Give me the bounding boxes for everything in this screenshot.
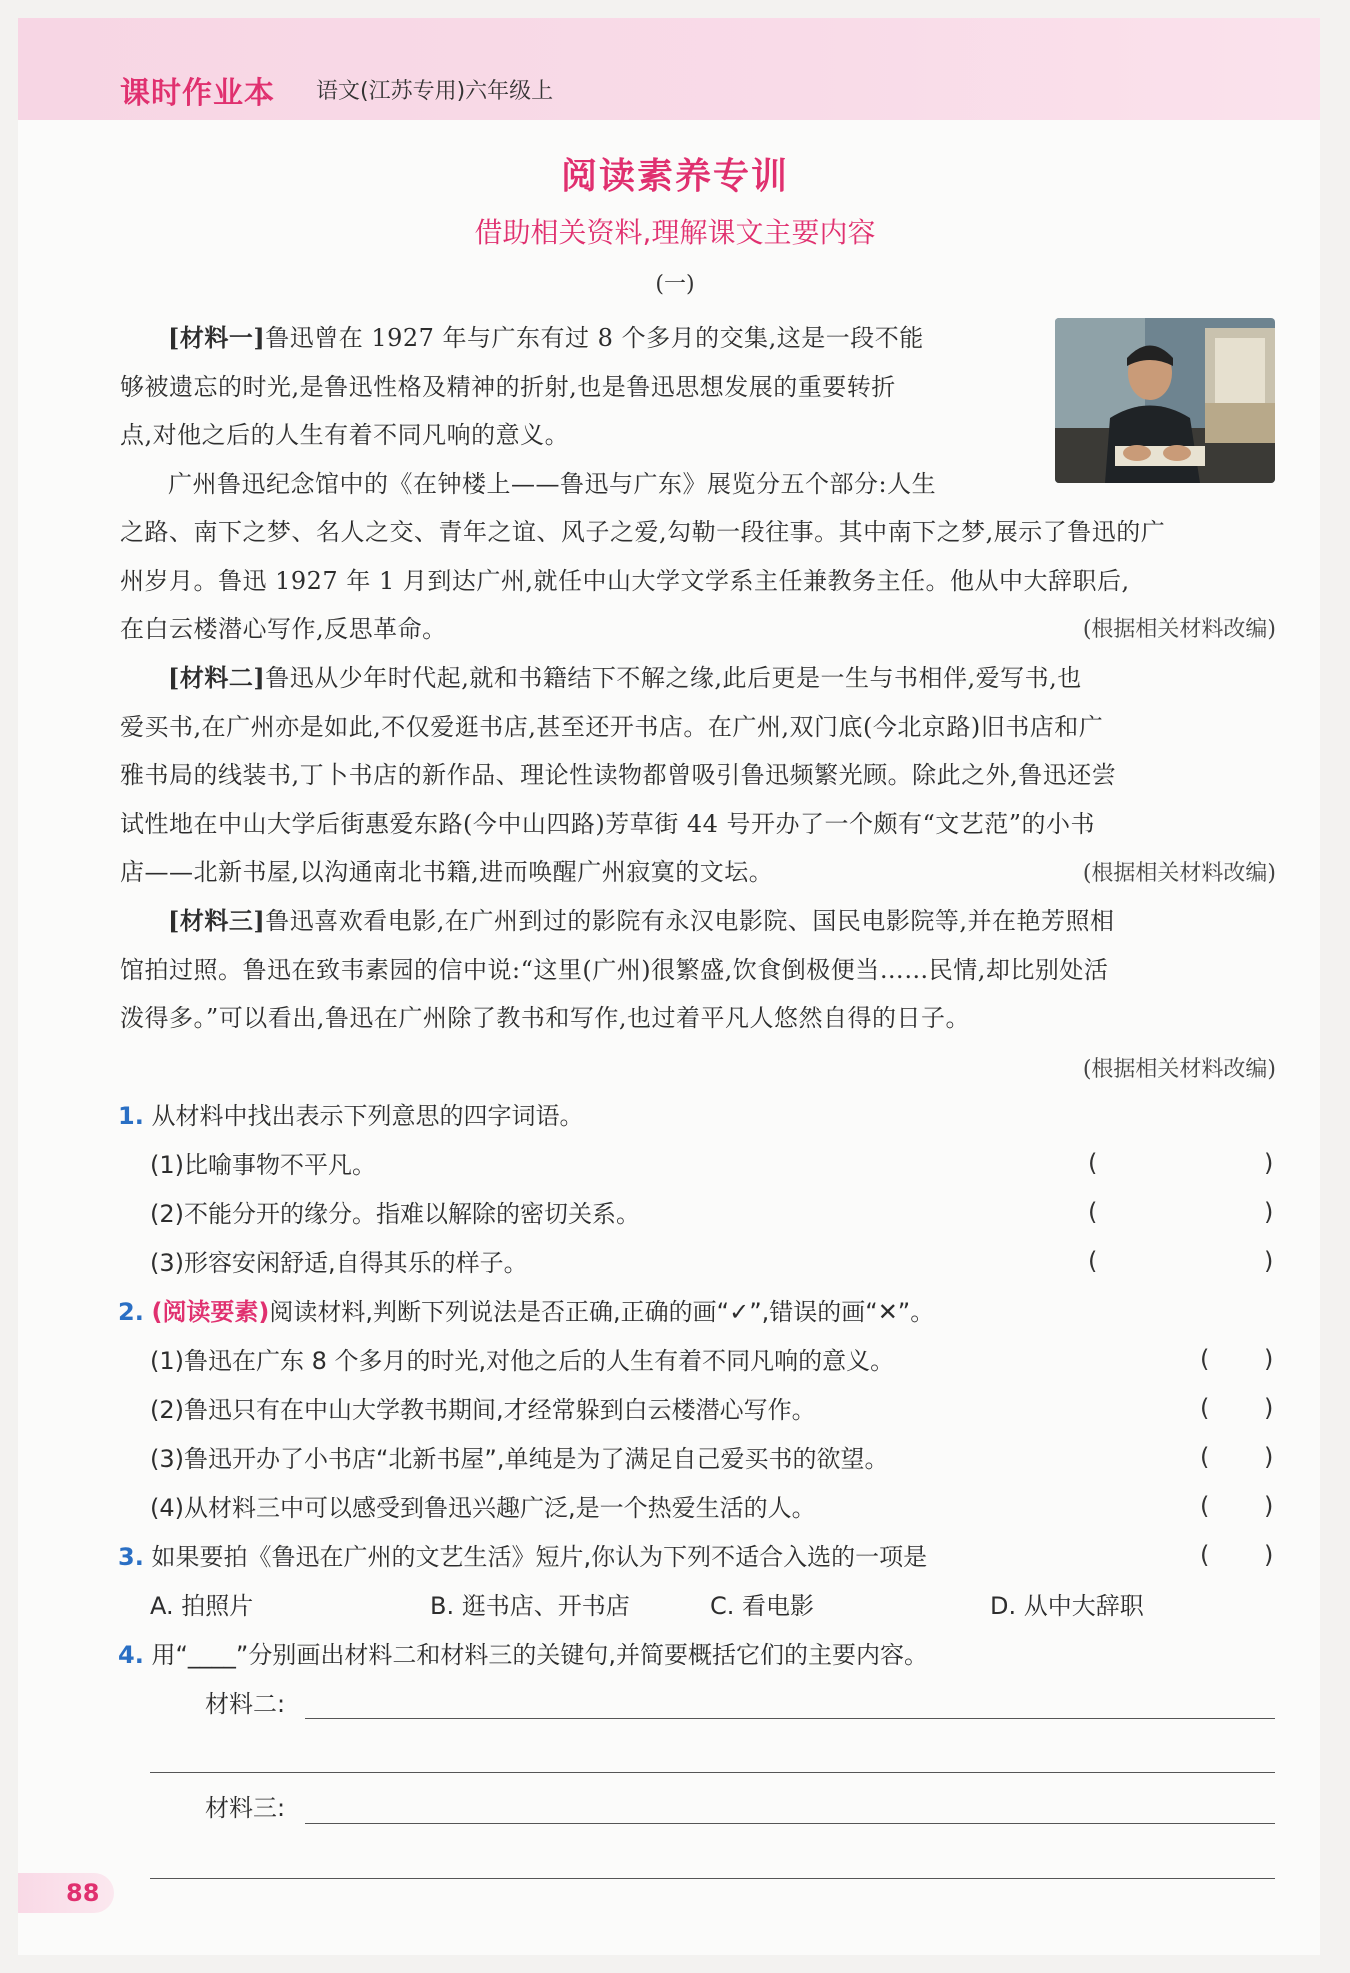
answer-paren-close[interactable]: ) bbox=[1264, 1345, 1274, 1373]
question-3-number: 3. bbox=[118, 1543, 144, 1571]
question-4 bbox=[118, 1639, 928, 1671]
question-2-item: (1)鲁迅在广东 8 个多月的时光,对他之后的人生有着不同凡响的意义。 bbox=[150, 1347, 895, 1375]
material3-label: 材料三: bbox=[205, 1794, 286, 1822]
answer-paren-close[interactable]: ) bbox=[1264, 1492, 1274, 1520]
answer-paren-close[interactable]: ) bbox=[1264, 1541, 1274, 1569]
answer-paren-close[interactable]: ) bbox=[1264, 1198, 1274, 1226]
option-d[interactable]: D. 从中大辞职 bbox=[990, 1592, 1144, 1620]
page-title: 阅读素养专训 bbox=[560, 156, 789, 197]
material2-line: 雅书局的线装书,丁卜书店的新作品、理论性读物都曾吸引鲁迅频繁光顾。除此之外,鲁迅还尝 bbox=[120, 761, 1117, 789]
option-a[interactable]: A. 拍照片 bbox=[150, 1592, 254, 1620]
material1-line: 点,对他之后的人生有着不同凡响的意义。 bbox=[120, 421, 570, 449]
question-3 bbox=[118, 1541, 927, 1573]
page-number: 88 bbox=[66, 1879, 100, 1907]
material2-line: 鲁迅从少年时代起,就和书籍结下不解之缘,此后更是一生与书相伴,爱写书,也 bbox=[265, 664, 1082, 692]
answer-line[interactable] bbox=[150, 1878, 1275, 1879]
question-2-text: 阅读材料,判断下列说法是否正确,正确的画“✓”,错误的画“✕”。 bbox=[269, 1298, 935, 1326]
reading-element-tag: (阅读要素) bbox=[151, 1298, 270, 1326]
answer-paren-close[interactable]: ) bbox=[1264, 1394, 1274, 1422]
material1-paragraph bbox=[120, 314, 1045, 508]
option-b[interactable]: B. 逛书店、开书店 bbox=[430, 1592, 630, 1620]
material3-tag: [材料三] bbox=[168, 906, 266, 935]
header-brand: 课时作业本 bbox=[120, 76, 275, 111]
answer-paren-open[interactable]: ( bbox=[1088, 1198, 1098, 1226]
question-2-number: 2. bbox=[118, 1298, 144, 1326]
question-1-item: (1)比喻事物不平凡。 bbox=[150, 1151, 376, 1179]
material3-line: 鲁迅喜欢看电影,在广州到过的影院有永汉电影院、国民电影院等,并在艳芳照相 bbox=[265, 907, 1115, 935]
material1-source: (根据相关材料改编) bbox=[1082, 617, 1276, 642]
answer-line[interactable] bbox=[305, 1718, 1275, 1719]
material2-source: (根据相关材料改编) bbox=[1082, 861, 1276, 886]
question-2-item: (4)从材料三中可以感受到鲁迅兴趣广泛,是一个热爱生活的人。 bbox=[150, 1494, 816, 1522]
lu-xun-portrait bbox=[1055, 318, 1275, 483]
page-subtitle: 借助相关资料,理解课文主要内容 bbox=[474, 216, 876, 249]
material2-line: 店——北新书屋,以沟通南北书籍,进而唤醒广州寂寞的文坛。 bbox=[120, 858, 774, 886]
material3-source: (根据相关材料改编) bbox=[1082, 1057, 1276, 1082]
answer-paren-open[interactable]: ( bbox=[1088, 1149, 1098, 1177]
answer-paren-close[interactable]: ) bbox=[1264, 1443, 1274, 1471]
question-3-text: 如果要拍《鲁迅在广州的文艺生活》短片,你认为下列不适合入选的一项是 bbox=[151, 1543, 928, 1571]
material3-line: 馆拍过照。鲁迅在致韦素园的信中说:“这里(广州)很繁盛,饮食倒极便当……民情,却比别处活 bbox=[120, 955, 1109, 984]
question-4-text: 用“____”分别画出材料二和材料三的关键句,并简要概括它们的主要内容。 bbox=[151, 1641, 928, 1669]
answer-paren-open[interactable]: ( bbox=[1088, 1247, 1098, 1275]
question-4-number: 4. bbox=[118, 1641, 144, 1669]
material3-paragraph bbox=[120, 897, 1276, 1043]
material1-tag: [材料一] bbox=[168, 323, 266, 352]
section-number: (一) bbox=[655, 272, 695, 297]
material1-line: 广州鲁迅纪念馆中的《在钟楼上——鲁迅与广东》展览分五个部分:人生 bbox=[168, 469, 937, 498]
material1-line: 鲁迅曾在 1927 年与广东有过 8 个多月的交集,这是一段不能 bbox=[265, 324, 924, 352]
question-1-item: (2)不能分开的缘分。指难以解除的密切关系。 bbox=[150, 1200, 640, 1228]
answer-paren-open[interactable]: ( bbox=[1200, 1345, 1210, 1373]
material1-line: 州岁月。鲁迅 1927 年 1 月到达广州,就任中山大学文学系主任兼教务主任。他从中大辞职后, bbox=[120, 566, 1130, 595]
question-1 bbox=[118, 1100, 583, 1132]
question-2-item: (3)鲁迅开办了小书店“北新书屋”,单纯是为了满足自己爱买书的欲望。 bbox=[150, 1445, 889, 1473]
question-2-item: (2)鲁迅只有在中山大学教书期间,才经常躲到白云楼潜心写作。 bbox=[150, 1396, 816, 1424]
material1-line: 够被遗忘的时光,是鲁迅性格及精神的折射,也是鲁迅思想发展的重要转折 bbox=[120, 372, 896, 401]
material3-line: 泼得多。”可以看出,鲁迅在广州除了教书和写作,也过着平凡人悠然自得的日子。 bbox=[120, 1004, 971, 1032]
answer-paren-close[interactable]: ) bbox=[1264, 1149, 1274, 1177]
material1-line: 之路、南下之梦、名人之交、青年之谊、风子之爱,勾勒一段往事。其中南下之梦,展示了鲁迅的广 bbox=[120, 518, 1166, 546]
answer-line[interactable] bbox=[150, 1772, 1275, 1773]
question-2 bbox=[118, 1296, 934, 1328]
answer-paren-open[interactable]: ( bbox=[1200, 1394, 1210, 1422]
answer-line[interactable] bbox=[305, 1823, 1275, 1824]
page-number-tab bbox=[18, 1873, 114, 1913]
material2-label: 材料二: bbox=[205, 1690, 286, 1718]
material2-line: 爱买书,在广州亦是如此,不仅爱逛书店,甚至还开书店。在广州,双门底(今北京路)旧书店和广 bbox=[120, 712, 1104, 741]
answer-paren-open[interactable]: ( bbox=[1200, 1492, 1210, 1520]
answer-paren-close[interactable]: ) bbox=[1264, 1247, 1274, 1275]
option-c[interactable]: C. 看电影 bbox=[710, 1592, 815, 1620]
material2-tag: [材料二] bbox=[168, 663, 266, 692]
question-1-item: (3)形容安闲舒适,自得其乐的样子。 bbox=[150, 1249, 528, 1277]
question-1-text: 从材料中找出表示下列意思的四字词语。 bbox=[151, 1102, 584, 1130]
question-1-number: 1. bbox=[118, 1102, 144, 1130]
answer-paren-open[interactable]: ( bbox=[1200, 1541, 1210, 1569]
material1-line: 在白云楼潜心写作,反思革命。 bbox=[120, 615, 447, 643]
header-subject: 语文(江苏专用)六年级上 bbox=[316, 79, 554, 104]
material2-line: 试性地在中山大学后街惠爱东路(今中山四路)芳草街 44 号开办了一个颇有“文艺范”的小书 bbox=[120, 809, 1096, 838]
answer-paren-open[interactable]: ( bbox=[1200, 1443, 1210, 1471]
